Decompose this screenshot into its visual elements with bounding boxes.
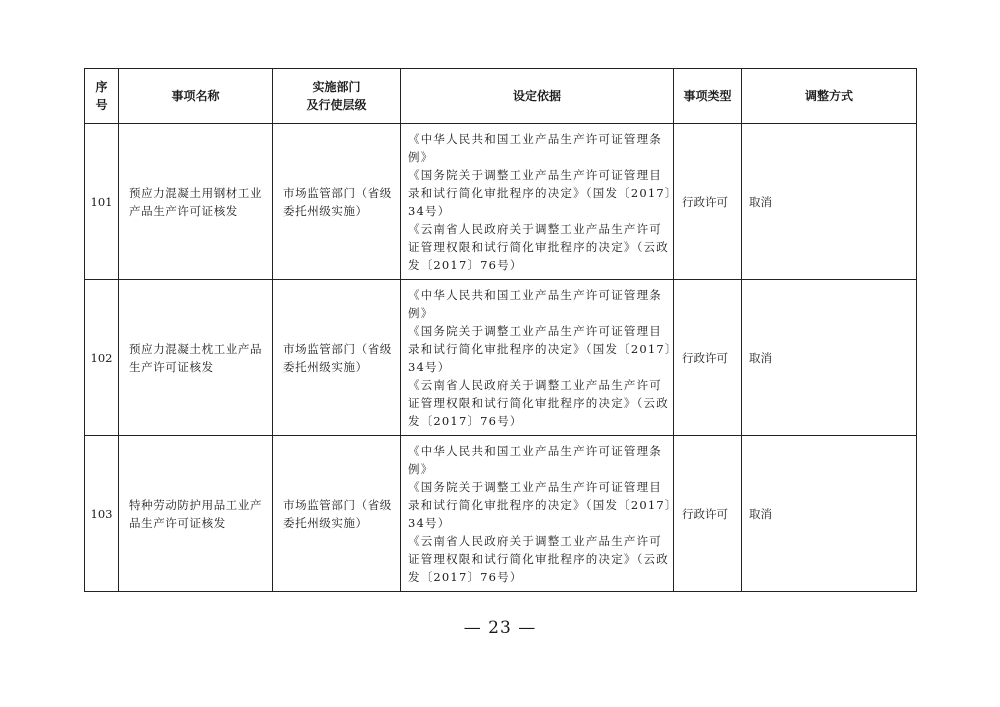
dept-line: 委托州级实施） bbox=[283, 359, 368, 374]
basis-line: 发〔2017〕76号） bbox=[408, 257, 523, 272]
basis-line: 34号） bbox=[408, 359, 451, 374]
basis-line: 34号） bbox=[408, 515, 451, 530]
basis-line: 34号） bbox=[408, 203, 451, 218]
basis-line: 例》 bbox=[408, 461, 434, 476]
item-name-line: 预应力混凝土枕工业产品 bbox=[129, 341, 263, 356]
seq-cell: 103 bbox=[85, 436, 119, 592]
header-basis: 设定依据 bbox=[401, 69, 674, 124]
adjust-cell: 取消 bbox=[742, 280, 917, 436]
item-name-line: 品生产许可证核发 bbox=[129, 515, 226, 530]
header-dept bbox=[273, 69, 401, 124]
page-number: — 23 — bbox=[463, 618, 537, 638]
item-type-cell: 行政许可 bbox=[674, 124, 742, 280]
item-name-cell bbox=[119, 436, 273, 592]
header-name: 事项名称 bbox=[119, 69, 273, 124]
header-type: 事项类型 bbox=[674, 69, 742, 124]
seq-cell: 101 bbox=[85, 124, 119, 280]
basis-line: 《云南省人民政府关于调整工业产品生产许可 bbox=[408, 221, 662, 236]
header-adjust: 调整方式 bbox=[742, 69, 917, 124]
basis-line: 《中华人民共和国工业产品生产许可证管理条 bbox=[408, 443, 662, 458]
dept-cell bbox=[273, 280, 401, 436]
items-table bbox=[84, 68, 917, 592]
basis-line: 《国务院关于调整工业产品生产许可证管理目 bbox=[408, 479, 662, 494]
basis-line: 录和试行简化审批程序的决定》（国发〔2017〕 bbox=[408, 185, 678, 200]
basis-cell bbox=[401, 280, 678, 436]
adjust-cell: 取消 bbox=[742, 124, 917, 280]
basis-line: 例》 bbox=[408, 305, 434, 320]
item-name-line: 特种劳动防护用品工业产 bbox=[129, 497, 263, 512]
item-name-line: 生产许可证核发 bbox=[129, 359, 214, 374]
basis-line: 《国务院关于调整工业产品生产许可证管理目 bbox=[408, 167, 662, 182]
header-seq bbox=[85, 69, 119, 124]
basis-line: 《云南省人民政府关于调整工业产品生产许可 bbox=[408, 533, 662, 548]
item-name-line: 产品生产许可证核发 bbox=[129, 203, 238, 218]
table-row bbox=[85, 280, 917, 436]
basis-line: 发〔2017〕76号） bbox=[408, 569, 523, 584]
basis-line: 证管理权限和试行简化审批程序的决定》（云政 bbox=[408, 239, 669, 254]
header-row bbox=[85, 69, 917, 124]
dept-line: 市场监管部门（省级 bbox=[283, 341, 392, 356]
header-dept-line: 及行使层级 bbox=[306, 98, 367, 112]
basis-line: 录和试行简化审批程序的决定》（国发〔2017〕 bbox=[408, 341, 678, 356]
basis-line: 证管理权限和试行简化审批程序的决定》（云政 bbox=[408, 395, 669, 410]
dept-cell bbox=[273, 436, 401, 592]
item-name-cell bbox=[119, 280, 273, 436]
dept-line: 委托州级实施） bbox=[283, 515, 368, 530]
table-row bbox=[85, 124, 917, 280]
basis-cell bbox=[401, 436, 678, 592]
header-seq-line: 序 bbox=[95, 80, 108, 94]
adjust-cell: 取消 bbox=[742, 436, 917, 592]
basis-line: 证管理权限和试行简化审批程序的决定》（云政 bbox=[408, 551, 669, 566]
basis-line: 《中华人民共和国工业产品生产许可证管理条 bbox=[408, 287, 662, 302]
basis-line: 《云南省人民政府关于调整工业产品生产许可 bbox=[408, 377, 662, 392]
basis-line: 《国务院关于调整工业产品生产许可证管理目 bbox=[408, 323, 662, 338]
table-row bbox=[85, 436, 917, 592]
header-dept-line: 实施部门 bbox=[312, 80, 361, 94]
dept-line: 市场监管部门（省级 bbox=[283, 185, 392, 200]
basis-cell bbox=[401, 124, 678, 280]
basis-line: 例》 bbox=[408, 149, 434, 164]
basis-line: 发〔2017〕76号） bbox=[408, 413, 523, 428]
item-name-cell bbox=[119, 124, 273, 280]
item-type-cell: 行政许可 bbox=[674, 280, 742, 436]
item-name-line: 预应力混凝土用钢材工业 bbox=[129, 185, 263, 200]
dept-line: 委托州级实施） bbox=[283, 203, 368, 218]
basis-line: 《中华人民共和国工业产品生产许可证管理条 bbox=[408, 131, 662, 146]
dept-cell bbox=[273, 124, 401, 280]
item-type-cell: 行政许可 bbox=[674, 436, 742, 592]
seq-cell: 102 bbox=[85, 280, 119, 436]
basis-line: 录和试行简化审批程序的决定》（国发〔2017〕 bbox=[408, 497, 678, 512]
header-seq-line: 号 bbox=[95, 98, 108, 112]
dept-line: 市场监管部门（省级 bbox=[283, 497, 392, 512]
